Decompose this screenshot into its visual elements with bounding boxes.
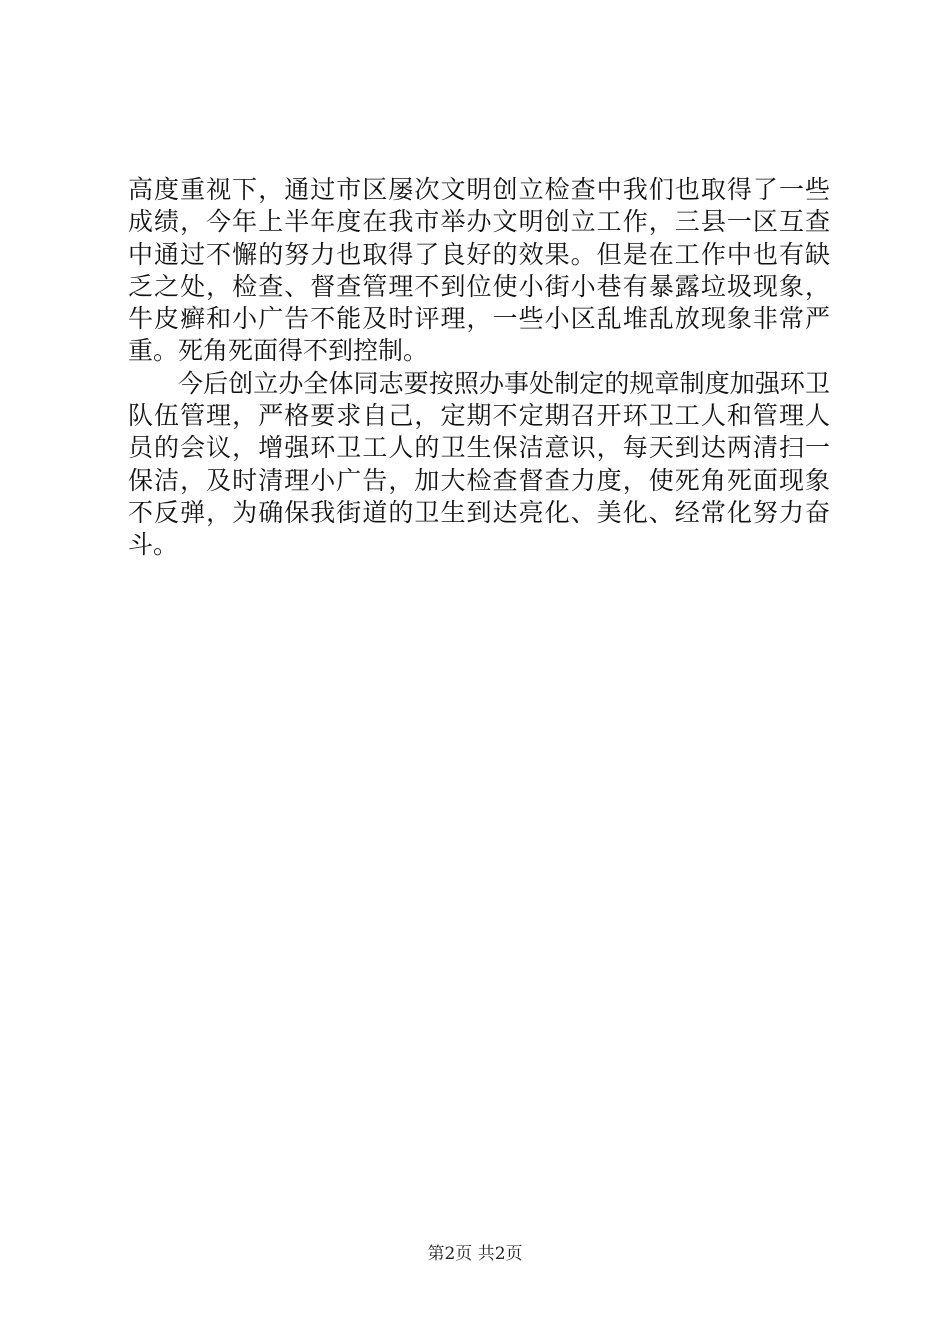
paragraph-line: 乏之处，检查、督查管理不到位使小街小巷有暴露垃圾现象， xyxy=(128,271,830,301)
paragraph-line: 成绩，今年上半年度在我市举办文明创立工作，三县一区互查 xyxy=(128,207,830,237)
paragraph-2 xyxy=(128,368,830,562)
paragraph-line: 高度重视下，通过市区屡次文明创立检查中我们也取得了一些 xyxy=(128,175,830,204)
paragraph-line: 牛皮癣和小广告不能及时评理，一些小区乱堆乱放现象非常严 xyxy=(128,304,830,334)
paragraph-line: 队伍管理，严格要求自己，定期不定期召开环卫工人和管理人 xyxy=(128,401,830,431)
paragraph-line: 斗。 xyxy=(128,530,179,560)
page-footer: 第2页 共2页 xyxy=(427,1244,523,1264)
paragraph-line: 不反弹，为确保我街道的卫生到达亮化、美化、经常化努力奋 xyxy=(128,497,830,527)
paragraph-line: 员的会议，增强环卫工人的卫生保洁意识，每天到达两清扫一 xyxy=(128,433,830,463)
paragraph-1 xyxy=(128,174,830,368)
document-body xyxy=(128,174,830,562)
paragraph-line: 今后创立办全体同志要按照办事处制定的规章制度加强环卫 xyxy=(178,368,830,398)
paragraph-line: 保洁，及时清理小广告，加大检查督查力度，使死角死面现象 xyxy=(128,465,830,495)
paragraph-line: 中通过不懈的努力也取得了良好的效果。但是在工作中也有缺 xyxy=(128,239,830,269)
paragraph-line: 重。死角死面得不到控制。 xyxy=(128,336,429,366)
